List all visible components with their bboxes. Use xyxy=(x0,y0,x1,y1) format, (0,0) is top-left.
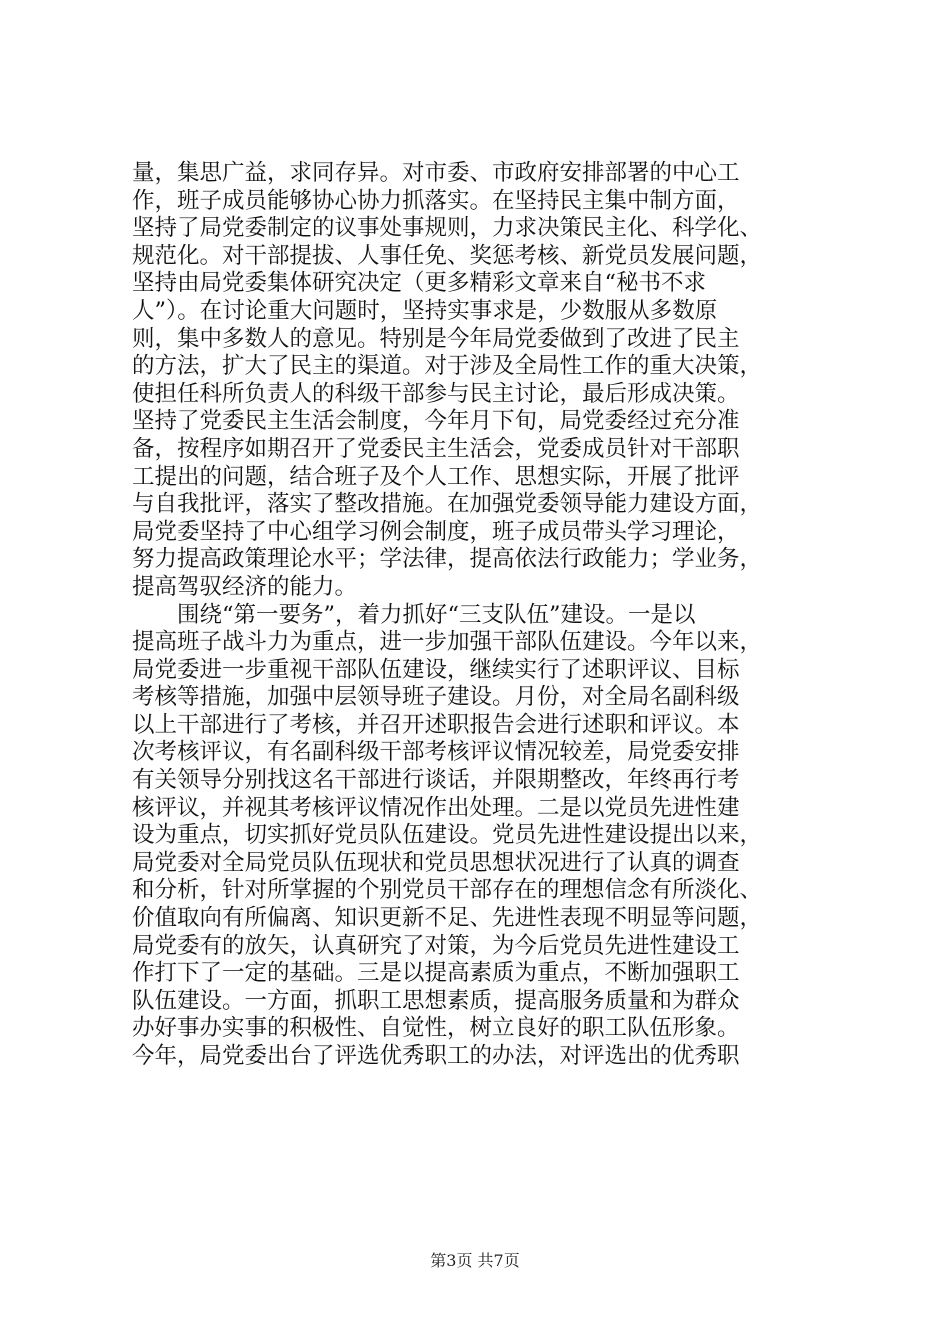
text-line: 坚持了局党委制定的议事处事规则，力求决策民主化、科学化、 xyxy=(132,215,763,242)
text-line: 设为重点，切实抓好党员队伍建设。党员先进性建设提出以来， xyxy=(132,822,763,849)
text-line: 队伍建设。一方面，抓职工思想素质，提高服务质量和为群众 xyxy=(132,987,740,1014)
text-line: 有关领导分别找这名干部进行谈话，并限期整改，年终再行考 xyxy=(132,767,740,794)
text-line: 作打下了一定的基础。三是以提高素质为重点，不断加强职工 xyxy=(132,960,740,987)
text-line: 与自我批评，落实了整改措施。在加强党委领导能力建设方面， xyxy=(132,491,763,518)
text-line: 的方法，扩大了民主的渠道。对于涉及全局性工作的重大决策， xyxy=(132,353,763,380)
text-line: 工提出的问题，结合班子及个人工作、思想实际，开展了批评 xyxy=(132,463,740,490)
text-line: 提高驾驭经济的能力。 xyxy=(132,573,358,600)
text-line: 使担任科所负责人的科级干部参与民主讨论，最后形成决策。 xyxy=(132,380,740,407)
text-line: 坚持了党委民主生活会制度，今年月下旬，局党委经过充分准 xyxy=(132,408,740,435)
text-line: 则，集中多数人的意见。特别是今年局党委做到了改进了民主 xyxy=(132,325,740,352)
page-footer: 第3页 共7页 xyxy=(430,1251,520,1270)
text-line: 今年，局党委出台了评选优秀职工的办法，对评选出的优秀职 xyxy=(132,1043,740,1069)
body-text xyxy=(132,160,832,1071)
text-line: 价值取向有所偏离、知识更新不足、先进性表现不明显等问题， xyxy=(132,905,763,932)
text-line: 局党委进一步重视干部队伍建设，继续实行了述职评议、目标 xyxy=(132,656,740,683)
text-line: 次考核评议，有名副科级干部考核评议情况较差，局党委安排 xyxy=(132,739,740,766)
text-line: 考核等措施，加强中层领导班子建设。月份，对全局名副科级 xyxy=(132,684,740,711)
text-line: 备，按程序如期召开了党委民主生活会，党委成员针对干部职 xyxy=(132,435,740,462)
text-line: 办好事办实事的积极性、自觉性，树立良好的职工队伍形象。 xyxy=(132,1015,740,1042)
text-line: 量，集思广益，求同存异。对市委、市政府安排部署的中心工 xyxy=(132,160,740,186)
text-line: 局党委坚持了中心组学习例会制度，班子成员带头学习理论， xyxy=(132,518,740,545)
text-line: 规范化。对干部提拔、人事任免、奖惩考核、新党员发展问题， xyxy=(132,242,763,269)
text-line: 局党委有的放矢，认真研究了对策，为今后党员先进性建设工 xyxy=(132,932,740,959)
text-line: 局党委对全局党员队伍现状和党员思想状况进行了认真的调查 xyxy=(132,849,740,876)
text-line: 作，班子成员能够协心协力抓落实。在坚持民主集中制方面， xyxy=(132,187,740,214)
text-line: 提高班子战斗力为重点，进一步加强干部队伍建设。今年以来， xyxy=(132,629,763,656)
text-line: 以上干部进行了考核，并召开述职报告会进行述职和评议。本 xyxy=(132,711,740,738)
text-line: 努力提高政策理论水平；学法律，提高依法行政能力；学业务， xyxy=(132,546,763,573)
text-line: 围绕“第一要务”，着力抓好“三支队伍”建设。一是以 xyxy=(132,601,696,628)
text-line: 和分析，针对所掌握的个别党员干部存在的理想信念有所淡化、 xyxy=(132,877,763,904)
text-line: 核评议，并视其考核评议情况作出处理。二是以党员先进性建 xyxy=(132,794,740,821)
text-line: 人”）。在讨论重大问题时，坚持实事求是，少数服从多数原 xyxy=(132,297,718,324)
text-line: 坚持由局党委集体研究决定（更多精彩文章来自“秘书不求 xyxy=(132,270,707,297)
